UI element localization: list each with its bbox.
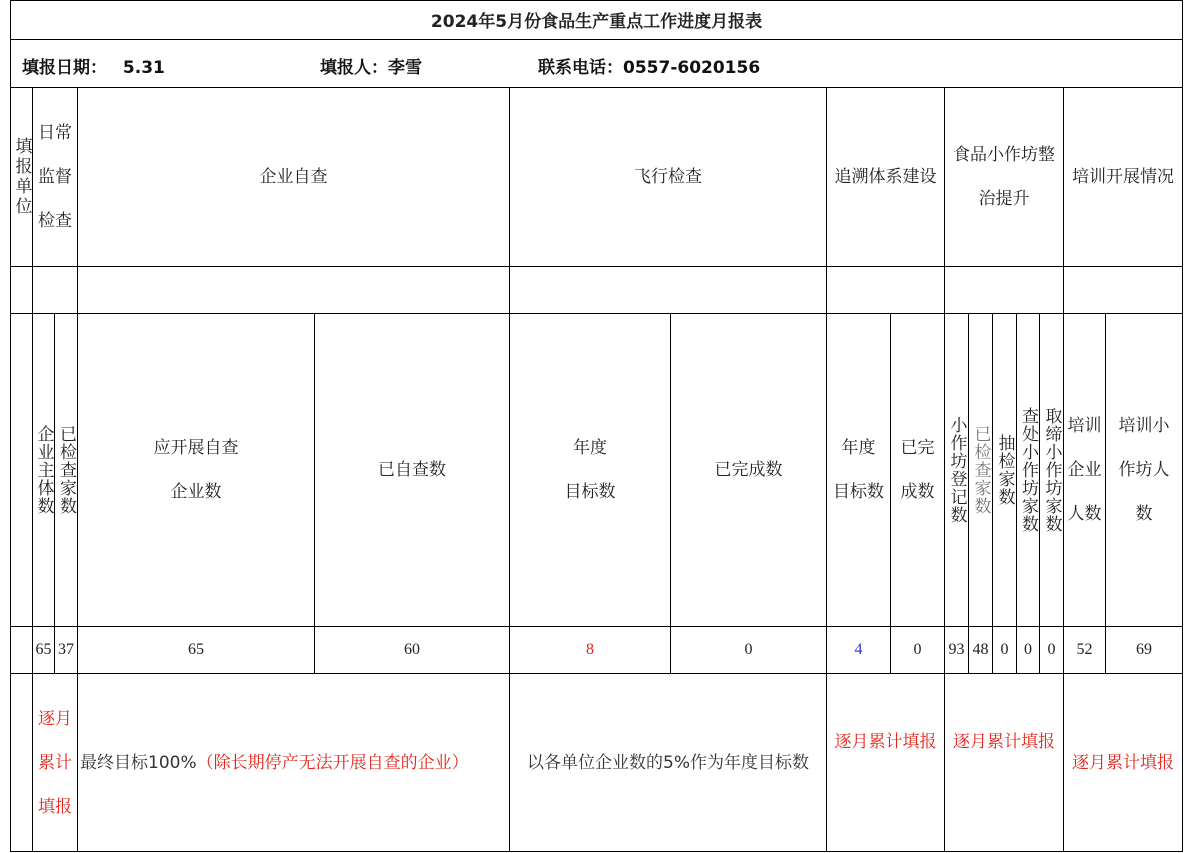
sub-enterprise-count: 企业主体数 xyxy=(33,425,54,515)
header-workshop-cell xyxy=(945,88,1063,266)
sub-flight-done: 已完成数 xyxy=(714,460,783,480)
header-trace: 追溯体系建设 xyxy=(834,167,937,187)
note-training: 逐月累计填报 xyxy=(1072,752,1174,773)
reporter-value: 李雪 xyxy=(388,58,422,78)
value-ws-registered: 93 xyxy=(948,641,965,658)
report-title: 2024年5月份食品生产重点工作进度月报表 xyxy=(430,12,763,32)
note-workshop-cell xyxy=(945,674,1063,810)
sub-should-self-line1: 应开展自查 xyxy=(153,438,239,458)
rule xyxy=(1182,0,1183,852)
reporter-label: 填报人： xyxy=(320,58,388,78)
note-flight: 以各单位企业数的5%作为年度目标数 xyxy=(527,752,809,773)
value-flight-done: 0 xyxy=(744,641,753,658)
value-train-enterprise: 52 xyxy=(1076,641,1093,658)
header-daily-cell xyxy=(33,88,77,266)
note-daily: 逐月累计填报 xyxy=(38,708,72,817)
note-training-cell xyxy=(1064,674,1182,851)
sub-ws-banned-cell xyxy=(1040,314,1063,626)
header-self-check: 企业自查 xyxy=(259,167,328,187)
sub-ws-checked: 已检查家数 xyxy=(970,425,991,515)
sub-trace-target-line1: 年度 xyxy=(841,438,876,458)
sub-train-workshop-line3: 数 xyxy=(1135,504,1153,524)
sub-should-self-line2: 企业数 xyxy=(170,482,222,502)
note-trace: 逐月累计填报 xyxy=(834,732,937,752)
rule xyxy=(10,266,1183,267)
value-flight-target: 8 xyxy=(586,641,594,658)
phone-value: 0557-6020156 xyxy=(623,58,761,78)
sub-trace-target-cell xyxy=(827,314,890,626)
note-workshop: 逐月累计填报 xyxy=(953,732,1055,752)
sub-train-workshop-line2: 作坊人 xyxy=(1118,460,1170,480)
sub-trace-target-line2: 目标数 xyxy=(833,482,884,502)
header-unit-cell xyxy=(11,88,32,266)
header-flight-check: 飞行检查 xyxy=(634,167,702,187)
value-train-workshop: 69 xyxy=(1136,641,1152,658)
value-enterprise-count: 65 xyxy=(35,641,52,658)
sub-ws-checked-cell xyxy=(969,314,992,626)
rule xyxy=(10,39,1183,40)
sub-flight-target-line2: 目标数 xyxy=(564,482,616,502)
sub-trace-done-line1: 已完 xyxy=(900,438,935,458)
header-training: 培训开展情况 xyxy=(1072,167,1174,187)
sub-checked-count: 已检查家数 xyxy=(56,425,76,515)
sub-ws-sampled: 抽检家数 xyxy=(994,434,1015,506)
header-unit: 填报单位 xyxy=(11,137,32,217)
sub-self-done: 已自查数 xyxy=(378,460,446,480)
value-checked-count: 37 xyxy=(58,641,74,658)
sub-ws-sampled-cell xyxy=(993,314,1016,626)
sub-ws-registered: 小作坊登记数 xyxy=(946,416,967,524)
value-ws-sampled: 0 xyxy=(1000,641,1009,658)
value-trace-target: 4 xyxy=(854,641,863,658)
sub-should-self-cell xyxy=(78,314,314,626)
note-daily-cell xyxy=(33,674,77,851)
sub-train-enterprise: 培训企业人数 xyxy=(1067,416,1102,524)
report-table xyxy=(10,0,1183,852)
sub-ws-banned: 取缔小作坊家数 xyxy=(1041,407,1062,533)
sub-ws-registered-cell xyxy=(945,314,968,626)
value-ws-banned: 0 xyxy=(1047,641,1056,658)
sub-trace-done-line2: 成数 xyxy=(900,482,935,502)
note-self-check-cell xyxy=(78,674,509,851)
report-date xyxy=(22,53,165,78)
sub-train-workshop-cell xyxy=(1106,314,1182,626)
sub-trace-done-cell xyxy=(891,314,944,626)
value-trace-done: 0 xyxy=(913,641,922,658)
sub-checked-count-cell xyxy=(55,314,77,626)
sub-flight-target-line1: 年度 xyxy=(573,438,607,458)
date-label: 填报日期： xyxy=(22,58,107,78)
rule xyxy=(10,851,1183,852)
header-workshop: 食品小作坊整治提升 xyxy=(953,145,1055,209)
value-self-done: 60 xyxy=(404,641,420,658)
note-self-check-red: （除长期停产无法开展自查的企业） xyxy=(196,752,469,773)
header-daily: 日常监督检查 xyxy=(38,123,72,231)
phone xyxy=(538,53,760,78)
sub-ws-punished: 查处小作坊家数 xyxy=(1018,407,1038,533)
reporter xyxy=(320,53,422,78)
sub-train-workshop-line1: 培训小 xyxy=(1118,416,1170,436)
sub-flight-target-cell xyxy=(510,314,670,626)
value-ws-punished: 0 xyxy=(1024,641,1032,658)
value-should-self: 65 xyxy=(188,641,204,658)
note-self-check-black: 最终目标100% xyxy=(80,752,197,773)
value-ws-checked: 48 xyxy=(972,641,989,658)
date-value: 5.31 xyxy=(122,58,165,78)
sub-enterprise-count-cell xyxy=(33,314,54,626)
sub-train-enterprise-cell xyxy=(1064,314,1105,626)
phone-label: 联系电话： xyxy=(538,58,623,78)
sub-ws-punished-cell xyxy=(1017,314,1039,626)
note-flight-cell xyxy=(510,674,826,851)
note-trace-cell xyxy=(827,674,944,810)
